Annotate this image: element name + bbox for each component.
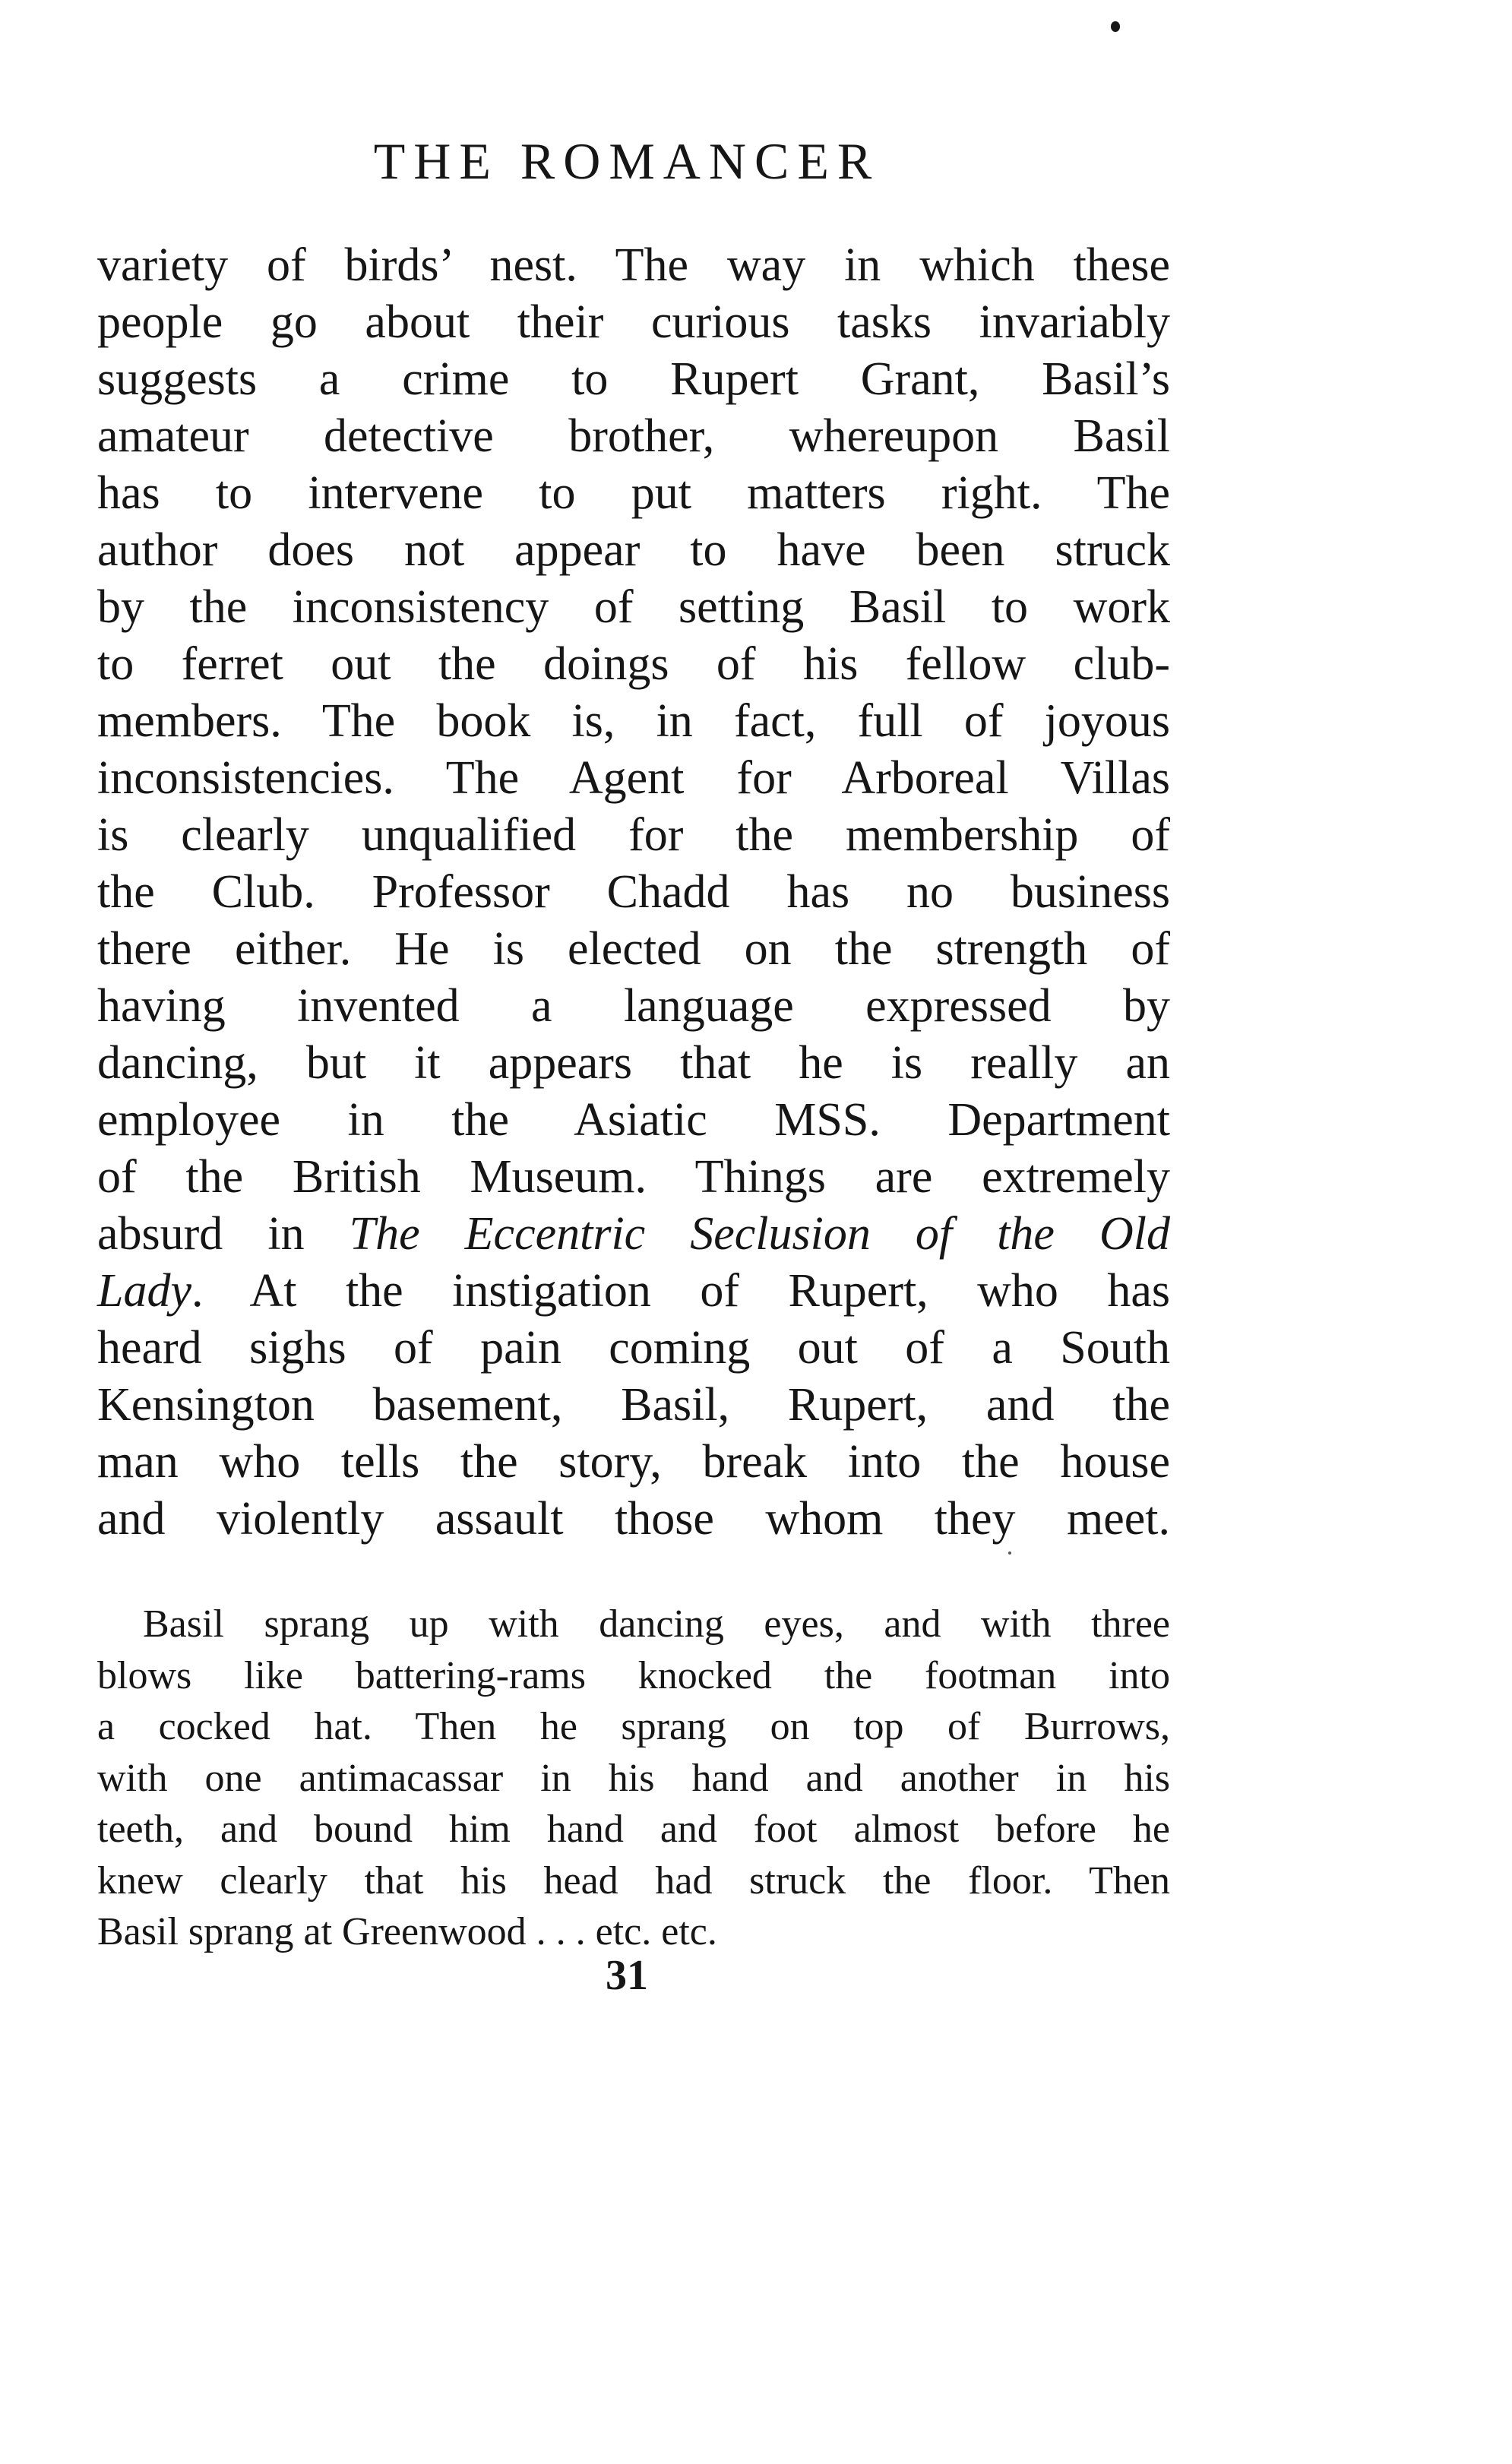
book-title-italic: The Eccentric Seclusion of the Old: [349, 1208, 1170, 1260]
text-line: variety of birds’ nest. The way in which these: [97, 239, 1170, 291]
text-line: man who tells the story, break into the house: [97, 1436, 1170, 1488]
quote-line: Basil sprang up with dancing eyes, and with three: [143, 1602, 1170, 1646]
quote-line: with one antimacassar in his hand and another in his: [97, 1756, 1170, 1800]
text-line: there either. He is elected on the strength of: [97, 923, 1170, 975]
text-line: inconsistencies. The Agent for Arboreal Villas: [97, 752, 1170, 804]
text-line: heard sighs of pain coming out of a South: [97, 1322, 1170, 1374]
text-line: dancing, but it appears that he is really an: [97, 1037, 1170, 1089]
quote-line: Basil sprang at Greenwood . . . etc. etc.: [97, 1910, 717, 1953]
text-line-with-title: [97, 1206, 1170, 1263]
text-line: having invented a language expressed by: [97, 980, 1170, 1032]
text-line: of the British Museum. Things are extremely: [97, 1151, 1170, 1203]
text-line: employee in the Asiatic MSS. Department: [97, 1094, 1170, 1146]
text-line: people go about their curious tasks invariably: [97, 296, 1170, 348]
ink-speck: [1111, 21, 1120, 32]
text-line: to ferret out the doings of his fellow club-: [97, 638, 1170, 690]
quote-line: a cocked hat. Then he sprang on top of Burrows,: [97, 1705, 1170, 1748]
text-line-with-title: [97, 1263, 1170, 1320]
text-line: members. The book is, in fact, full of joyous: [97, 695, 1170, 747]
quote-line: blows like battering-rams knocked the footman into: [97, 1653, 1170, 1697]
text-line: by the inconsistency of setting Basil to work: [97, 581, 1170, 633]
body-paragraph: [97, 237, 1170, 1548]
book-title-italic: Lady: [97, 1265, 191, 1317]
text-fragment: absurd in: [97, 1208, 350, 1260]
running-head: THE ROMANCER: [373, 132, 881, 190]
quote-line: teeth, and bound him hand and foot almost before he: [97, 1808, 1170, 1851]
page-number: 31: [606, 1952, 648, 1999]
text-line: amateur detective brother, whereupon Basil: [97, 410, 1170, 462]
block-quote: [97, 1599, 1170, 1958]
text-line: the Club. Professor Chadd has no business: [97, 866, 1170, 918]
text-line: suggests a crime to Rupert Grant, Basil’s: [97, 353, 1170, 405]
text-line: author does not appear to have been struck: [97, 524, 1170, 576]
text-line: Kensington basement, Basil, Rupert, and the: [97, 1379, 1170, 1431]
text-line: is clearly unqualified for the membership of: [97, 809, 1170, 861]
quote-line: knew clearly that his head had struck the floor. Then: [97, 1858, 1170, 1903]
printer-dot: [1008, 1551, 1011, 1555]
text-line: and violently assault those whom they meet.: [97, 1493, 1170, 1545]
text-line: has to intervene to put matters right. The: [97, 467, 1170, 519]
text-fragment: . At the instigation of Rupert, who has: [191, 1265, 1170, 1317]
